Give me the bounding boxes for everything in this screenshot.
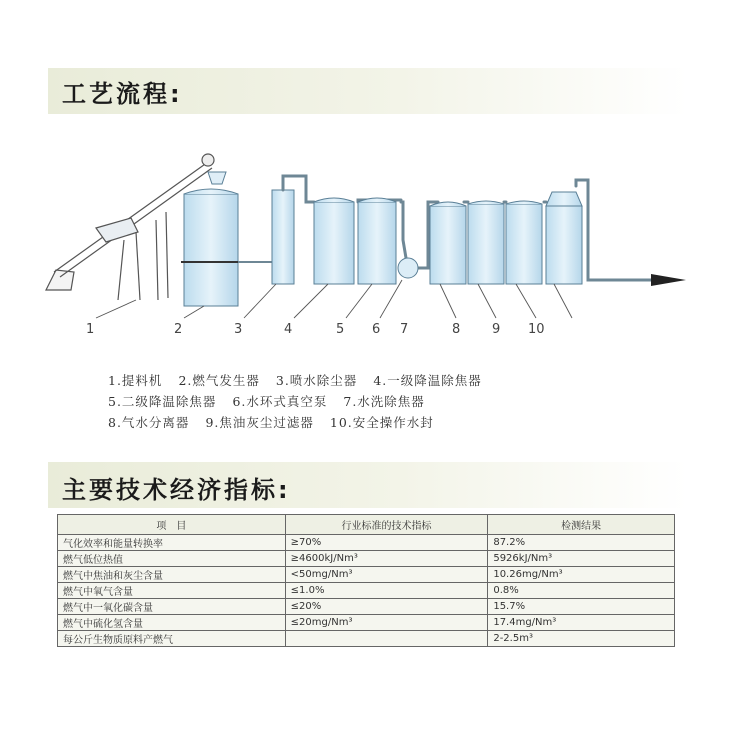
diagram-number-8: 8 — [452, 322, 461, 337]
column-header-item: 项 目 — [58, 515, 286, 535]
diagram-number-3: 3 — [234, 322, 243, 337]
table-cell: 10.26mg/Nm³ — [488, 567, 675, 583]
table-cell: ≤20% — [285, 599, 488, 615]
legend-item: 9.焦油灰尘过滤器 — [205, 415, 314, 430]
legend-item: 8.气水分离器 — [108, 415, 190, 430]
legend-row — [108, 370, 628, 391]
legend-item: 3.喷水除尘器 — [275, 373, 358, 388]
table-row — [58, 535, 675, 551]
table-cell — [285, 631, 488, 647]
section-title-process: 工艺流程: — [62, 80, 183, 108]
safety-water-seal — [546, 192, 582, 284]
indicators-table-wrapper — [57, 514, 675, 647]
table-row — [58, 615, 675, 631]
table-cell: 2-2.5m³ — [488, 631, 675, 647]
table-cell: 0.8% — [488, 583, 675, 599]
table-cell: 气化效率和能量转换率 — [58, 535, 286, 551]
diagram-number-4: 4 — [284, 322, 293, 337]
table-row — [58, 583, 675, 599]
table-cell: <50mg/Nm³ — [285, 567, 488, 583]
table-cell: 17.4mg/Nm³ — [488, 615, 675, 631]
column-header-result: 检测结果 — [488, 515, 675, 535]
table-cell: 5926kJ/Nm³ — [488, 551, 675, 567]
diagram-number-10: 10 — [528, 322, 545, 337]
table-cell: 燃气中氧气含量 — [58, 583, 286, 599]
table-cell: ≤1.0% — [285, 583, 488, 599]
table-row — [58, 567, 675, 583]
table-cell: 燃气中硫化氢含量 — [58, 615, 286, 631]
water-ring-vacuum-pump — [398, 258, 418, 278]
table-cell: ≥70% — [285, 535, 488, 551]
outlet-arrow — [651, 274, 686, 286]
legend-item: 2.燃气发生器 — [178, 373, 260, 388]
table-cell: 15.7% — [488, 599, 675, 615]
primary-cooling-tar-remover — [314, 198, 354, 284]
water-wash-tar-remover — [430, 202, 466, 284]
table-cell: ≤20mg/Nm³ — [285, 615, 488, 631]
table-header-row — [58, 515, 675, 535]
legend-item: 6.水环式真空泵 — [232, 394, 328, 409]
column-header-standard: 行业标准的技术指标 — [285, 515, 488, 535]
diagram-number-2: 2 — [174, 322, 183, 337]
process-flow-diagram — [36, 140, 706, 340]
secondary-cooling-tar-remover — [358, 198, 396, 284]
diagram-number-9: 9 — [492, 322, 501, 337]
table-cell: 87.2% — [488, 535, 675, 551]
table-cell: 燃气低位热值 — [58, 551, 286, 567]
legend-row — [108, 412, 628, 433]
gas-generator — [181, 172, 242, 306]
table-cell: ≥4600kJ/Nm³ — [285, 551, 488, 567]
legend-item: 1.提料机 — [108, 373, 163, 388]
tar-dust-filter — [506, 201, 542, 284]
table-cell: 每公斤生物质原料产燃气 — [58, 631, 286, 647]
gas-water-separator — [468, 201, 504, 284]
table-row — [58, 631, 675, 647]
legend-item: 7.水洗除焦器 — [343, 394, 425, 409]
table-cell: 燃气中一氧化碳含量 — [58, 599, 286, 615]
legend-row — [108, 391, 628, 412]
legend-item: 4.一级降温除焦器 — [373, 373, 482, 388]
indicators-table — [57, 514, 675, 647]
legend-item: 5.二级降温除焦器 — [108, 394, 217, 409]
diagram-number-5: 5 — [336, 322, 345, 337]
table-row — [58, 599, 675, 615]
spray-dust-remover — [272, 190, 294, 284]
diagram-number-1: 1 — [86, 322, 95, 337]
diagram-number-6: 6 — [372, 322, 381, 337]
equipment-legend — [108, 370, 628, 433]
diagram-number-7: 7 — [400, 322, 409, 337]
table-row — [58, 551, 675, 567]
legend-item: 10.安全操作水封 — [329, 415, 434, 430]
table-cell: 燃气中焦油和灰尘含量 — [58, 567, 286, 583]
section-title-indicators: 主要技术经济指标: — [62, 476, 291, 504]
